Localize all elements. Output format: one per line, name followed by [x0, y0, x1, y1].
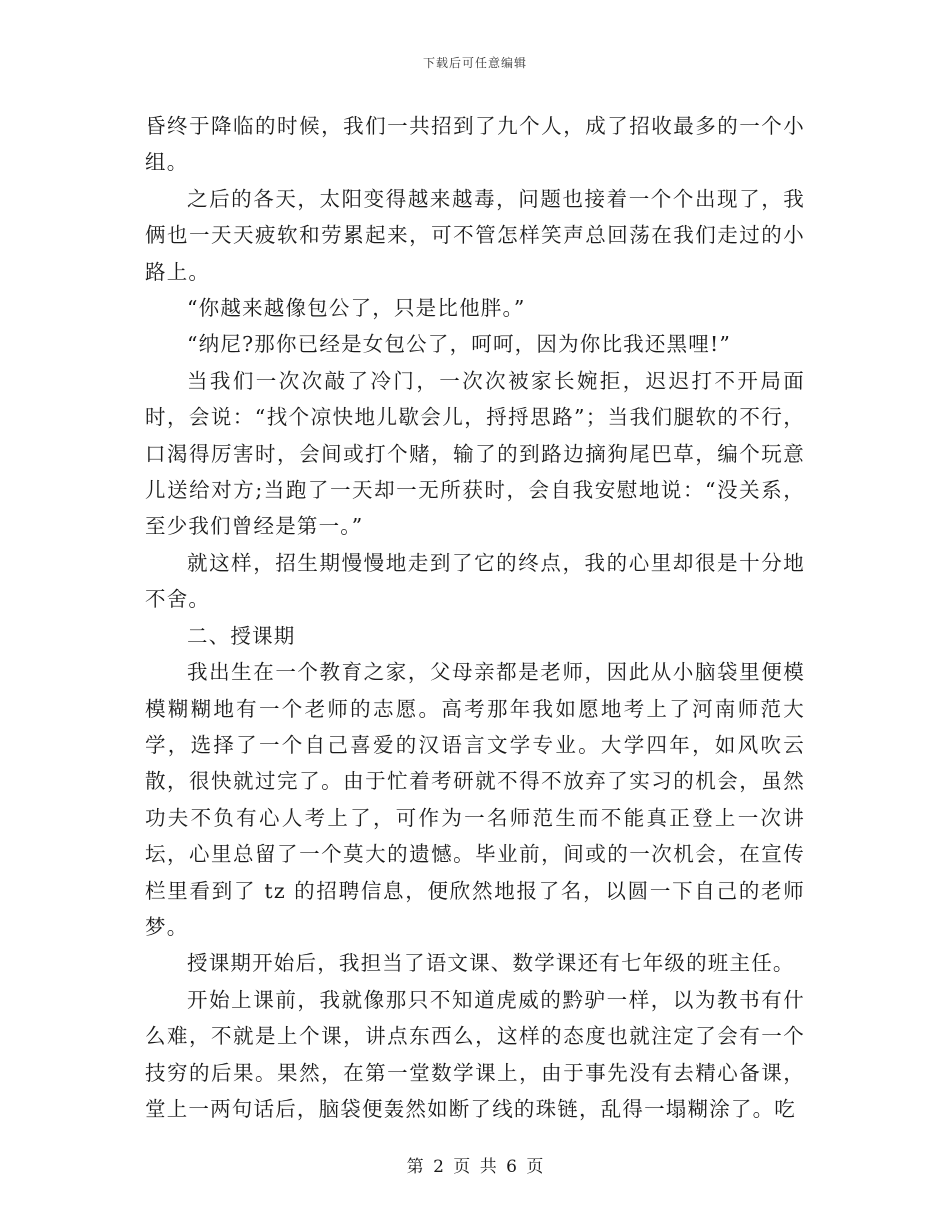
paragraph: 授课期开始后，我担当了语文课、数学课还有七年级的班主任。: [187, 951, 795, 976]
paragraph: “纳尼?那你已经是女包公了，呵呵，因为你比我还黑哩!”: [187, 332, 732, 357]
paragraph: 就这样，招生期慢慢地走到了它的终点，我的心里却很是十分地不舍。: [145, 550, 805, 612]
paragraph: 我出生在一个教育之家，父母亲都是老师，因此从小脑袋里便模模糊糊地有一个老师的志愿。高考那年我如愿地考上了河南师范大学，选择了一个自己喜爱的汉语言文学专业。大学四年，如风吹云散，很快就过完了。由于忙着考研就不得不放弃了实习的机会，虽然功夫不负有心人考上了，可作为一名师范生而不能真正登上一次讲坛，心里总留了一个莫大的遗憾。毕业前，间或的一次机会，在宣传栏里看到了 tz 的招聘信息，便欣然地报了名，以圆一下自己的老师梦。: [145, 660, 805, 939]
paragraph: 昏终于降临的时候，我们一共招到了九个人，成了招收最多的一个小组。: [145, 114, 805, 175]
page-number-footer: 第 2 页 共 6 页: [406, 1157, 544, 1177]
section-heading: 二、授课期: [187, 623, 296, 648]
document-body: [145, 108, 805, 1127]
paragraph: 之后的各天，太阳变得越来越毒，问题也接着一个个出现了，我俩也一天天疲软和劳累起来，可不管怎样笑声总回荡在我们走过的小路上。: [145, 186, 805, 284]
paragraph: “你越来越像包公了，只是比他胖。”: [187, 296, 526, 321]
paragraph: 当我们一次次敲了冷门，一次次被家长婉拒，迟迟打不开局面时，会说：“找个凉快地儿歇会儿，捋捋思路”；当我们腿软的不行，口渴得厉害时，会间或打个赌，输了的到路边摘狗尾巴草，编个玩意儿送给对方;当跑了一天却一无所获时，会自我安慰地说：“没关系，至少我们曾经是第一。”: [145, 368, 805, 539]
paragraph: 开始上课前，我就像那只不知道虎威的黔驴一样，以为教书有什么难，不就是上个课，讲点东西么，这样的态度也就注定了会有一个技穷的后果。果然，在第一堂数学课上，由于事先没有去精心备课，堂上一两句话后，脑袋便轰然如断了线的珠链，乱得一塌糊涂了。吃: [145, 987, 805, 1121]
header-note: 下载后可任意编辑: [422, 56, 527, 70]
